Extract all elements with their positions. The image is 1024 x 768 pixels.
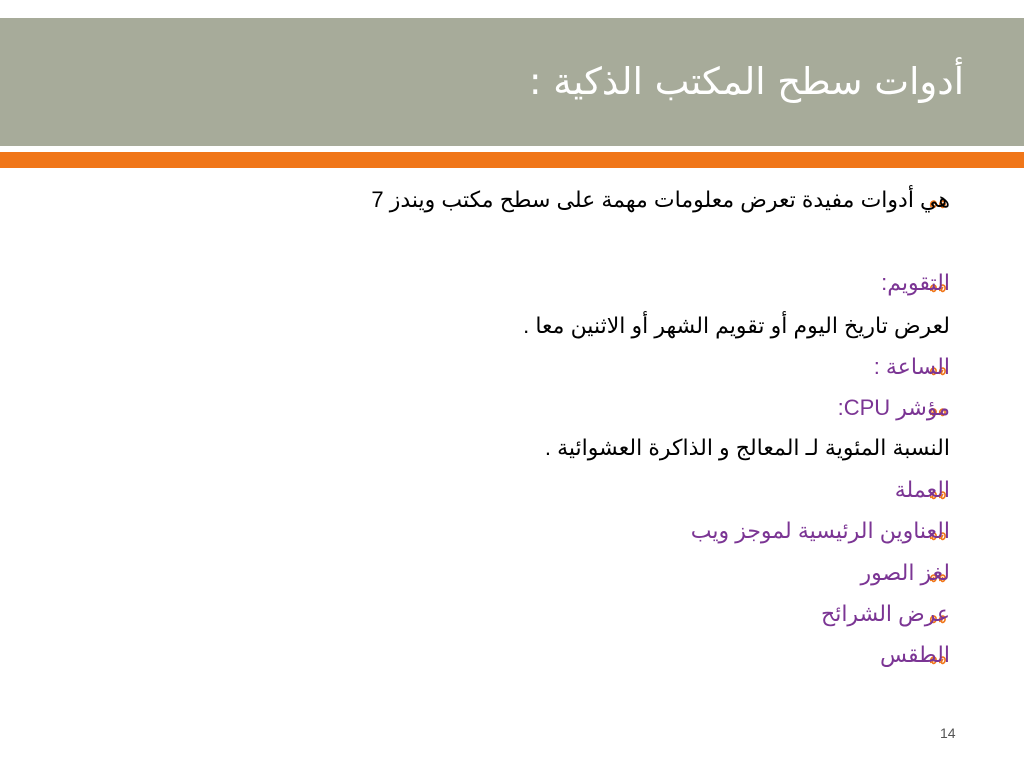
bullet-currency: العملة (894, 477, 950, 502)
bullet-clock-heading: الساعة : (873, 354, 950, 379)
bullet-intro-text: هي أدوات مفيدة تعرض معلومات مهمة على سطح مكتب ويندز 7 (371, 187, 950, 212)
accent-bar (0, 152, 1024, 168)
slide-title: أدوات سطح المكتب الذكية : (529, 60, 964, 103)
bullet-weather: الطقس (879, 642, 950, 667)
bullet-cpu-heading: مؤشر CPU: (837, 395, 950, 420)
calendar-description: لعرض تاريخ اليوم أو تقويم الشهر أو الاثنين معا . (523, 313, 950, 338)
bullet-picture-puzzle: لغز الصور (860, 560, 950, 585)
cpu-description: النسبة المئوية لـ المعالج و الذاكرة العشوائية . (544, 435, 950, 460)
bullet-feed-headlines: العناوين الرئيسية لموجز ويب (690, 518, 950, 543)
page-number: 14 (940, 725, 956, 741)
bullet-slide-show: عرض الشرائح (821, 601, 950, 626)
bullet-calendar-heading: التقويم: (881, 270, 950, 295)
